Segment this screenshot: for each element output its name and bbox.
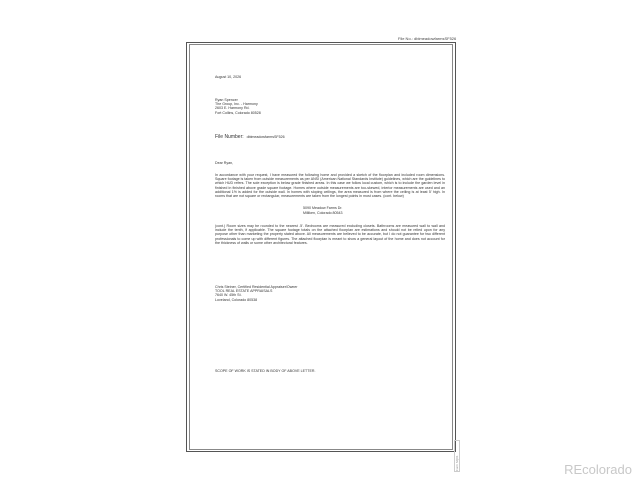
watermark-logo: REcolorado [564, 462, 632, 477]
recipient-line: The Group, Inc. - Harmony [215, 102, 258, 107]
scope-of-work-note: SCOPE OF WORK IS STATED IN BODY OF ABOVE LETTER. [215, 369, 316, 373]
file-number-label: File Number: [215, 134, 244, 140]
recipient-line: Ryan Spencer [215, 98, 238, 102]
recipient-line: Fort Collins, Colorado 80528 [215, 110, 261, 115]
paragraph-continued-note: (cont. below) [383, 194, 404, 199]
signature-line: Chris Steiner, Certified Residential Appraiser/Owner [215, 285, 298, 289]
signature-line: Loveland, Colorado 80538 [215, 297, 258, 302]
form-side-stamp: Form SQ01 [454, 440, 460, 472]
letter-date: August 10, 2026 [215, 75, 242, 79]
paragraph-text: In accordance with your request, I have measured the following home and provided a sketch of the floorplan and included room dimensions. Square footage is taken from outside measurements as per ANSI (American National Standards Institute) guidelines, which are the guidelines to which HUD refers. The sole exception is below grade finished areas. In this case we follow local custom, which is to include the garden level in finished in finished above grade square footage. Homes where outside measurements are too-skewed, interior measurements are used and an additional 1% is added for the outside wall. In homes with sloping ceilings, the area measured is from where the ceiling is at least 5' high. In rooms that are not square or rectangular, measurements are taken from the longest points in most cases. [215, 173, 445, 199]
file-number-value: dblmeadowfarmsSF526 [246, 135, 285, 139]
recipient-address [215, 98, 445, 115]
paragraph-room-sizes: (cont.) Room sizes may be rounded to the nearest .5'. Bedrooms are measured excluding closets. Bathrooms are measured wall to wall and include the tenth, if applicable. The square footage totals on the attached floorplan are estimations and should not be relied upon for any purpose other than marketing the property stated above. All measurements are believed to be accurate, but I do not guarantee for two different professionals to come up with different figures. The attached floorplan is meant to show a general layout of the home and does not account for the thickness of walls or some other architectural features. [215, 224, 445, 245]
greeting: Dear Ryan, [215, 161, 234, 165]
file-number-line [215, 135, 445, 139]
property-address-line: 5090 Meadow Farms Dr. [303, 206, 343, 210]
paragraph-measurement-method [215, 173, 445, 198]
signature-line: 7640 W. 45th St. [215, 293, 242, 298]
signature-line: TOOL REAL ESTATE APPRAISALS [215, 289, 273, 294]
property-address-line: Milliken, Colorado 80543 [303, 210, 343, 215]
signature-block [215, 285, 445, 302]
recipient-line: 2603 E. Harmony Rd. [215, 106, 250, 111]
property-address [303, 206, 343, 215]
file-number-header: File No.: dblmeadowfarmsSF526 [398, 36, 457, 41]
